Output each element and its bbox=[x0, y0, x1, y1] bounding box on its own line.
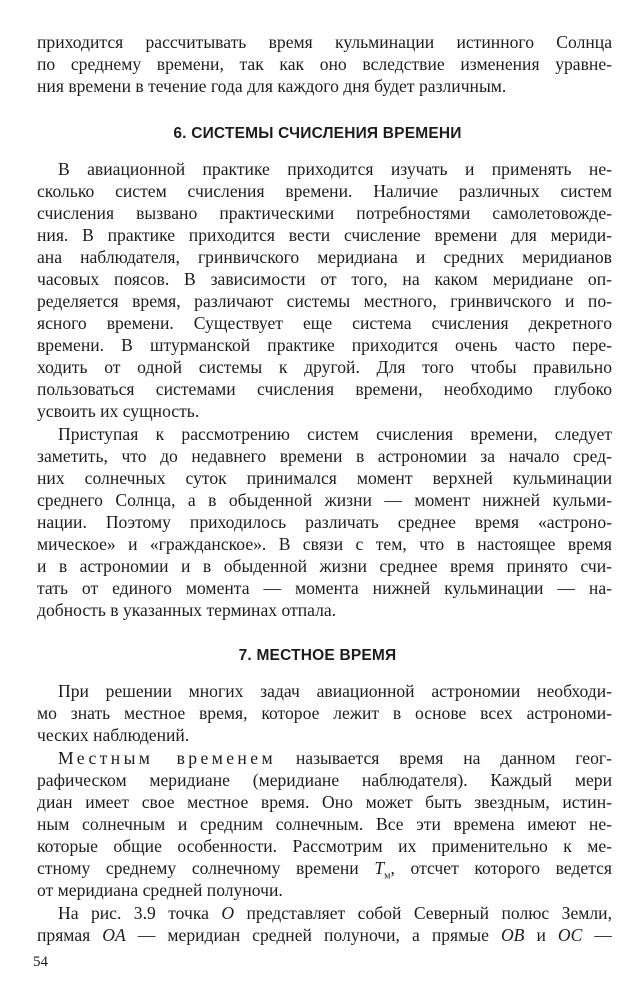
text-line: добность в указанных терминах отпала. bbox=[37, 600, 337, 620]
text-line: Приступая к рассмотрению систем счисления времени, следует bbox=[58, 424, 612, 444]
text-line: заметить, что до недавнего времени в астрономии за начало сред- bbox=[37, 446, 612, 466]
text-line: пользоваться системами счисления времени, необходимо глубоко bbox=[37, 379, 612, 399]
text-line: При решении многих задач авиационной астрономии необходи- bbox=[58, 681, 612, 701]
text-line: от меридиана средней полуночи. bbox=[37, 880, 283, 900]
text-line: мическое» и «гражданское». В связи с тем, что в настоящее время bbox=[37, 534, 612, 554]
text-line: ясного времени. Существует еще система счисления декретного bbox=[37, 313, 612, 333]
text-line: ана наблюдателя, гринвичского меридиана и средних меридианов bbox=[37, 247, 612, 267]
text-line: ным солнечным и средним солнечным. Все эти времена имеют не- bbox=[37, 814, 612, 834]
text-line: ходить от одной системы к другой. Для того чтобы правильно bbox=[37, 357, 612, 377]
text-line: сколько систем счисления времени. Наличие различных систем bbox=[37, 181, 612, 201]
text-line: мо знать местное время, которое лежит в основе всех астрономи- bbox=[37, 703, 612, 723]
text-line: ческих наблюдений. bbox=[37, 725, 190, 745]
section-6-heading: 6. СИСТЕМЫ СЧИСЛЕНИЯ ВРЕМЕНИ bbox=[173, 125, 462, 142]
text-line: На рис. 3.9 точка O представляет собой Северный полюс Земли, bbox=[58, 903, 612, 923]
text-line: диан имеет свое местное время. Оно может быть звездным, истин- bbox=[37, 792, 612, 812]
text-line: среднего Солнца, а в обыденной жизни — момент нижней кульми- bbox=[37, 490, 612, 510]
text-line: часовых поясов. В зависимости от того, на каком меридиане оп- bbox=[37, 269, 612, 289]
text-line: и в астрономии и в обыденной жизни среднее время принято счи- bbox=[37, 556, 612, 576]
text-line: приходится рассчитывать время кульминации истинного Солнца bbox=[37, 32, 612, 52]
text-line: прямая OA — меридиан средней полуночи, а прямые OB и OC — bbox=[37, 925, 612, 945]
section-7-heading: 7. МЕСТНОЕ ВРЕМЯ bbox=[238, 647, 397, 664]
text-line: тать от единого момента — момента нижней кульминации — на- bbox=[37, 578, 612, 598]
text-line: ния. В практике приходится вести счисление времени для мериди- bbox=[37, 225, 612, 245]
text-line: В авиационной практике приходится изучать и применять не- bbox=[58, 159, 612, 179]
text-line: ределяется время, различают системы местного, гринвичского и по- bbox=[37, 291, 612, 311]
page-number: 54 bbox=[33, 954, 48, 970]
text-line: них солнечных суток принимался момент верхней кульминации bbox=[37, 468, 612, 488]
text-line: по среднему времени, так как оно вследствие изменения уравне- bbox=[37, 54, 612, 74]
text-line: которые общие особенности. Рассмотрим их применительно к ме- bbox=[37, 836, 612, 856]
spaced-term: Местным временем bbox=[58, 748, 276, 768]
text-line: времени. В штурманской практике приходится очень часто пере- bbox=[37, 335, 612, 355]
text-line: усвоить их сущность. bbox=[37, 401, 200, 421]
text-line: стному среднему солнечному времени $T_м$, отсчет которого ведется bbox=[37, 858, 612, 879]
text-line: ния времени в течение года для каждого дня будет различным. bbox=[37, 76, 507, 96]
text-line: рафическом меридиане (меридиане наблюдателя). Каждый мери bbox=[37, 770, 612, 790]
text-line: Местным временем называется время на данном геог- bbox=[58, 748, 612, 768]
text-line: нации. Поэтому приходилось различать среднее время «астроно- bbox=[37, 512, 612, 532]
text-line: счисления вызвано практическими потребностями самолетовожде- bbox=[37, 203, 612, 223]
